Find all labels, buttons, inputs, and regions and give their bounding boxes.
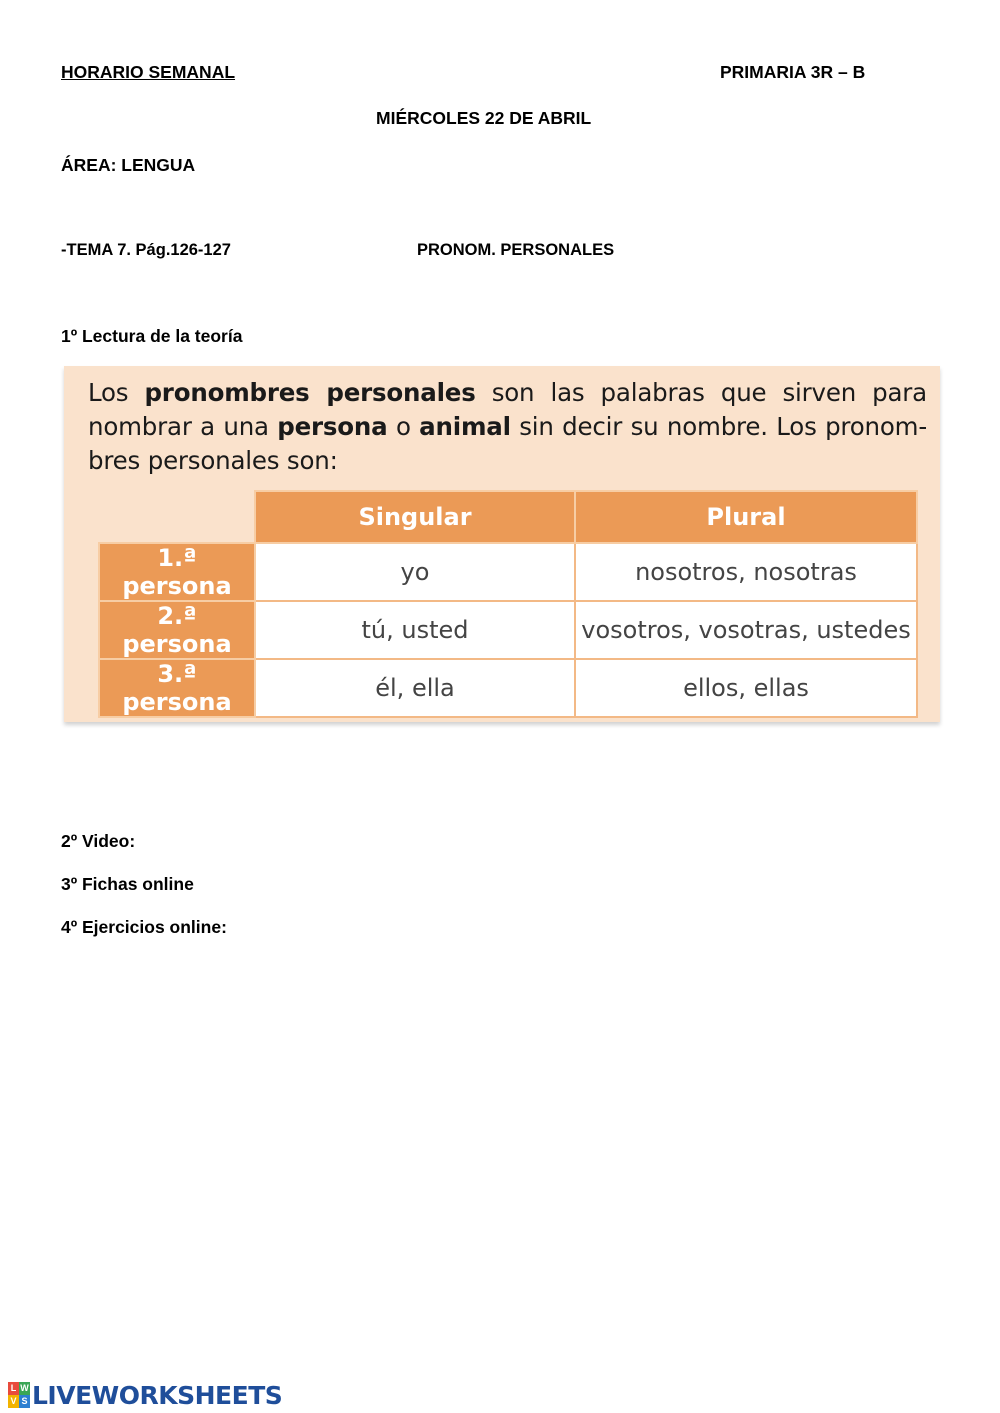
theory-box <box>64 366 940 722</box>
date-heading: MIÉRCOLES 22 DE ABRIL <box>376 108 592 128</box>
singular-cell: tú, usted <box>255 601 575 659</box>
table-row <box>99 543 917 601</box>
liveworksheets-logo <box>8 1380 282 1410</box>
header-right-title: PRIMARIA 3R – B <box>720 62 866 82</box>
topic-label: -TEMA 7. Pág.126-127 <box>61 241 231 259</box>
step-4: 4º Ejercicios online: <box>61 917 227 937</box>
step-2: 2º Video: <box>61 831 136 851</box>
header-left-title: HORARIO SEMANAL <box>61 62 236 82</box>
subject-label: PRONOM. PERSONALES <box>417 241 615 259</box>
person-label: 1.ª persona <box>99 543 255 601</box>
person-label: 2.ª persona <box>99 601 255 659</box>
table-row <box>99 659 917 717</box>
table-row <box>99 601 917 659</box>
pronouns-table <box>98 490 918 718</box>
singular-cell: yo <box>255 543 575 601</box>
header-plural: Plural <box>575 491 917 543</box>
area-label: ÁREA: LENGUA <box>61 155 196 175</box>
table-corner <box>99 491 255 543</box>
step-3: 3º Fichas online <box>61 874 194 894</box>
singular-cell: él, ella <box>255 659 575 717</box>
logo-text: LIVEWORKSHEETS <box>32 1380 283 1410</box>
step-1: 1º Lectura de la teoría <box>61 326 243 346</box>
logo-icon: L W V S <box>8 1382 30 1408</box>
plural-cell: ellos, ellas <box>575 659 917 717</box>
header-singular: Singular <box>255 491 575 543</box>
theory-text: Los pronombres personales son las palabras que sirven para nombrar a una persona o animal sin decir su nombre. Los pronom- bres personales son: <box>88 378 927 475</box>
person-label: 3.ª persona <box>99 659 255 717</box>
plural-cell: vosotros, vosotras, ustedes <box>575 601 917 659</box>
plural-cell: nosotros, nosotras <box>575 543 917 601</box>
